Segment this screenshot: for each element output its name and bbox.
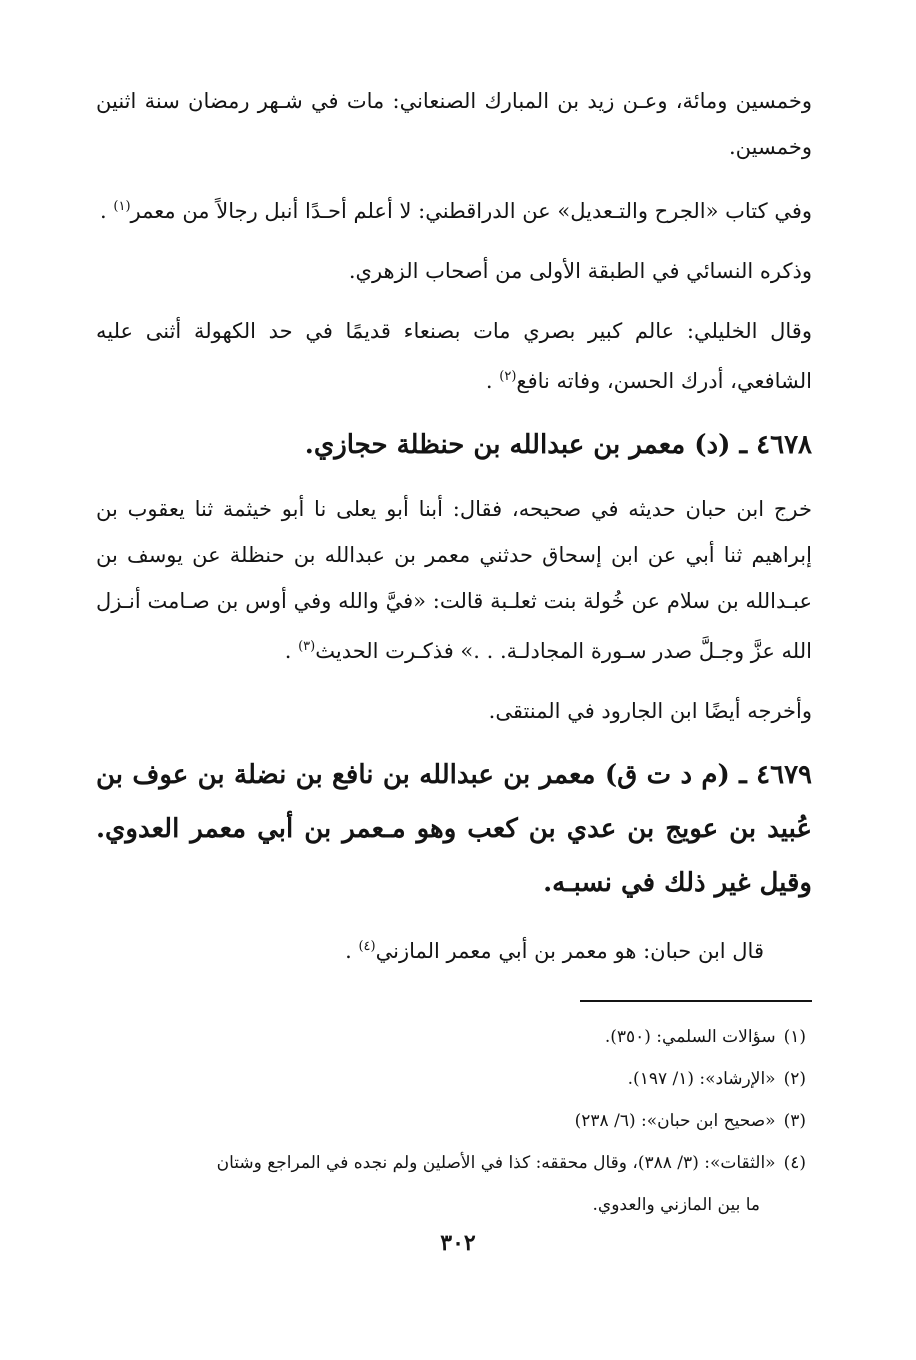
- footnote-4: [96, 1142, 806, 1184]
- paragraph-6: [96, 688, 812, 734]
- footnote-1: [96, 1016, 806, 1058]
- paragraph-2: [96, 184, 812, 234]
- paragraph-6-text: وأخرجه أيضًا ابن الجارود في المنتقى.: [488, 699, 812, 723]
- footnote-4-continuation: [96, 1184, 806, 1226]
- footnote-text: «صحيح ابن حبان»: (٦/ ٢٣٨): [574, 1111, 776, 1131]
- paragraph-7-text: قال ابن حبان: هو معمر بن أبي معمر المازني: [375, 939, 764, 963]
- footnote-number: (٢): [783, 1069, 806, 1089]
- footnotes-section: [96, 1016, 812, 1226]
- footnote-text: سؤالات السلمي: (٣٥٠).: [604, 1027, 776, 1047]
- footnote-2: [96, 1058, 806, 1100]
- paragraph-1: [96, 78, 812, 170]
- entry-heading-4679: ٤٦٧٩ ـ (م د ت ق) معمر بن عبدالله بن نافع بن نضلة بن عوف بن عُبيد بن عويج بن عدي بن كعب وهو مـعمر بن أبي معمر العدوي. وقيل غير ذلك في نسبـه.: [96, 760, 812, 898]
- page-number: ٣٠٢: [440, 1230, 476, 1256]
- entry-heading-4678: ٤٦٧٨ ـ (د) معمر بن عبدالله بن حنظلة حجازي.: [304, 430, 812, 460]
- paragraph-4-end: .: [485, 369, 500, 393]
- footnote-number: (٣): [783, 1111, 806, 1131]
- footnote-text: ما بين المازني والعدوي.: [592, 1195, 760, 1215]
- footnote-3: [96, 1100, 806, 1142]
- paragraph-4-text: وقال الخليلي: عالم كبير بصري مات بصنعاء قديمًا في حد الكهولة أثنى عليه الشافعي، أدرك الحسن، وفاته نافع: [96, 319, 812, 393]
- paragraph-1-text: وخمسين ومائة، وعـن زيد بن المبارك الصنعاني: مات في شـهر رمضان سنة اثنين وخمسين.: [96, 89, 812, 159]
- footnote-ref-4[interactable]: (٤): [358, 939, 376, 954]
- footnote-number: (١): [783, 1027, 806, 1047]
- paragraph-2-end: .: [100, 199, 114, 223]
- paragraph-5-end: .: [284, 639, 299, 663]
- footnote-ref-1[interactable]: (١): [113, 199, 131, 214]
- paragraph-3: [96, 248, 812, 294]
- paragraph-3-text: وذكره النسائي في الطبقة الأولى من أصحاب الزهري.: [348, 259, 812, 283]
- footnote-text: «الثقات»: (٣/ ٣٨٨)، وقال محققه: كذا في الأصلين ولم نجده في المراجع وشتان: [216, 1153, 776, 1173]
- paragraph-7: [96, 924, 812, 974]
- paragraph-4: [96, 308, 812, 404]
- footnote-ref-2[interactable]: (٢): [499, 369, 517, 384]
- footnote-ref-3[interactable]: (٣): [298, 639, 316, 654]
- paragraph-5-text: خرج ابن حبان حديثه في صحيحه، فقال: أبنا أبو يعلى نا أبو خيثمة ثنا يعقوب بن إبراهيم ثنا أبي عن ابن إسحاق حدثني معمر بن عبدالله بن حنظلة عن يوسف بن عبـدالله بن سلام عن خُولة بنت ثعلـبة قالت: «فيَّ والله وفي أوس بن صـامت أنـزل الله عزَّ وجـلَّ صدر سـورة المجادلـة. . .» فذكـرت الحديث: [96, 497, 812, 663]
- footnote-text: «الإرشاد»: (١/ ١٩٧).: [627, 1069, 776, 1089]
- footnote-number: (٤): [783, 1153, 806, 1173]
- footnote-divider: [580, 1000, 812, 1002]
- paragraph-5: [96, 486, 812, 674]
- paragraph-2-text: وفي كتاب «الجرح والتـعديل» عن الدراقطني: لا أعلم أحـدًا أنبل رجالاً من معمر: [130, 199, 812, 223]
- paragraph-7-end: .: [345, 939, 359, 963]
